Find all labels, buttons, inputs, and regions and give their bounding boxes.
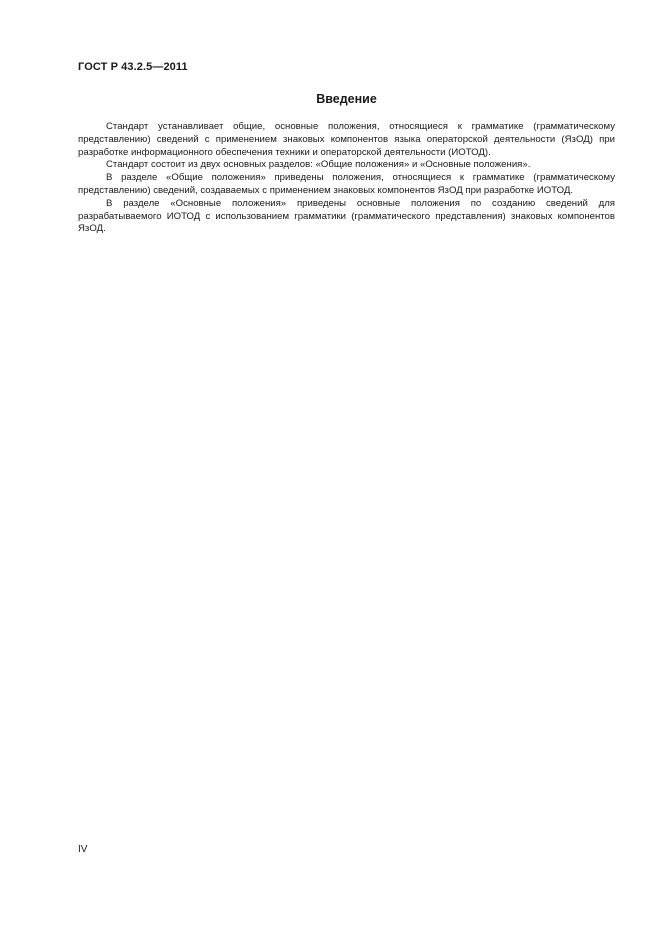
paragraph: Стандарт устанавливает общие, основные положения, относящиеся к грамматике (грамматическому представлению) сведений с применением знаковых компонентов языка операторской деятельности (ЯзОД) при разработке информационного обеспечения техники и операторской деятельности (ИОТОД).: [78, 121, 615, 158]
page-number: IV: [78, 844, 88, 855]
section-title: Введение: [316, 92, 377, 106]
document-code: ГОСТ Р 43.2.5—2011: [78, 61, 188, 73]
paragraph: Стандарт состоит из двух основных разделов: «Общие положения» и «Основные положения».: [106, 159, 531, 171]
section-body: [78, 121, 615, 236]
paragraph: В разделе «Основные положения» приведены основные положения по созданию сведений для разрабатываемого ИОТОД с использованием грамматики (грамматического представления) знаковых компонентов ЯзОД.: [78, 197, 615, 235]
paragraph: В разделе «Общие положения» приведены положения, относящиеся к грамматике (грамматическому представлению) сведений, создаваемых с применением знаковых компонентов ЯзОД при разработке ИОТОД.: [78, 172, 615, 196]
